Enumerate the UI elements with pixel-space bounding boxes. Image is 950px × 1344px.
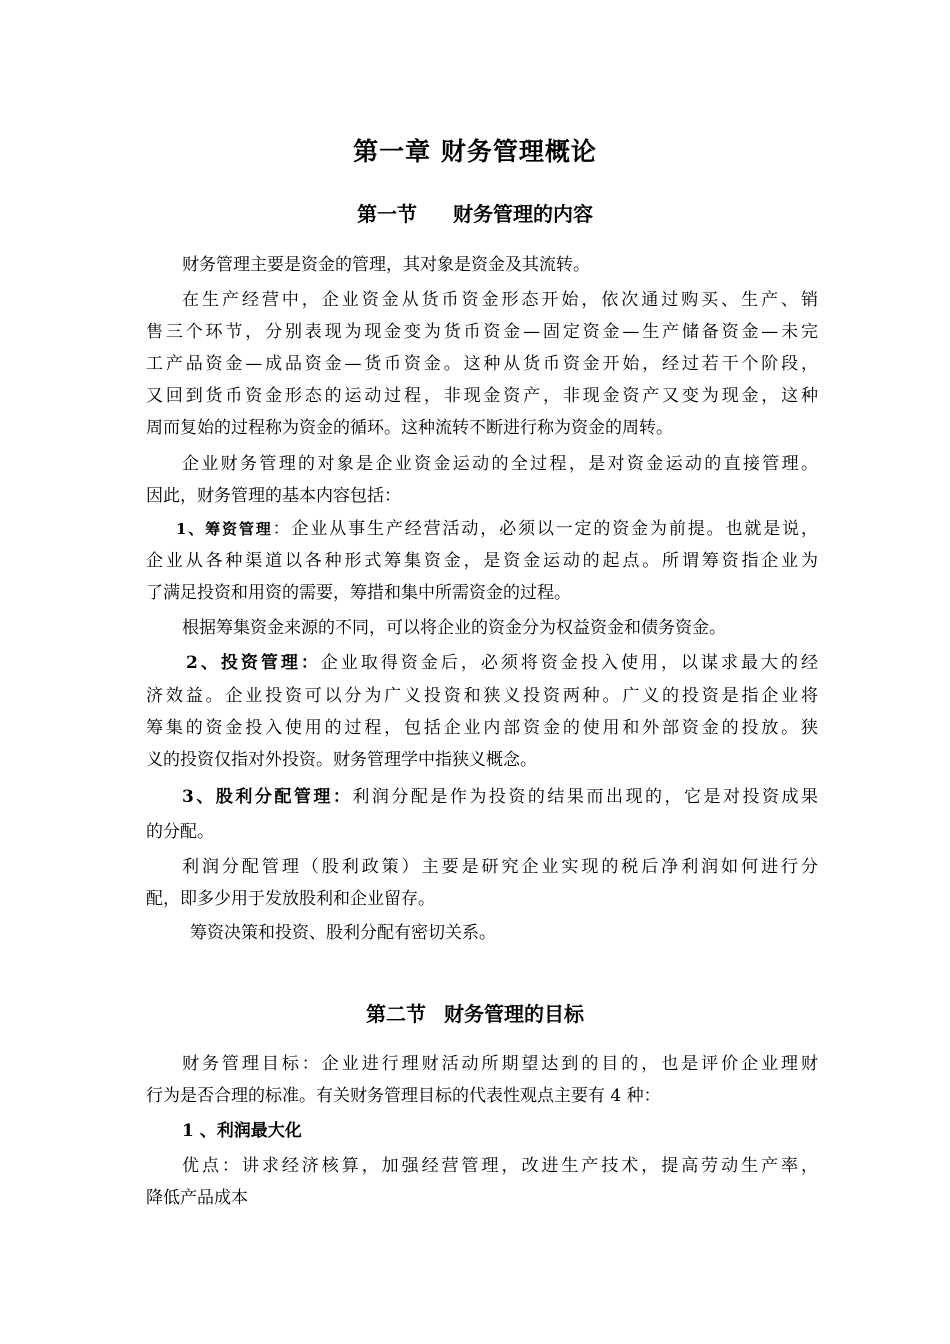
paragraph-line: 行为是否合理的标准。有关财务管理目标的代表性观点主要有 4 种： [146, 1086, 661, 1106]
paragraph-line: 利润分配管理（股利政策）主要是研究企业实现的税后净利润如何进行分 [182, 857, 818, 877]
list-item-3: 3、股利分配管理：利润分配是作为投资的结果而出现的，它是对投资成果 [182, 787, 818, 807]
subheading: 1 、利润最大化 [182, 1121, 302, 1141]
paragraph-line: 了满足投资和用资的需要，筹措和集中所需资金的过程。 [146, 583, 571, 603]
list-item-1-term: 1、筹资管理 [176, 520, 273, 538]
paragraph-line: 周而复始的过程称为资金的循环。这种流转不断进行称为资金的周转。 [146, 418, 673, 438]
paragraph: 根据筹集资金来源的不同，可以将企业的资金分为权益资金和债务资金。 [182, 618, 726, 638]
paragraph-line: 财务管理目标：企业进行理财活动所期望达到的目的，也是评价企业理财 [182, 1054, 818, 1074]
list-item-1: 1、筹资管理：企业从事生产经营活动，必须以一定的资金为前提。也就是说， [176, 519, 818, 539]
chapter-title: 第一章 财务管理概论 [353, 137, 597, 166]
paragraph-line: 优点：讲求经济核算，加强经营管理，改进生产技术，提高劳动生产率， [182, 1156, 818, 1176]
paragraph: 筹资决策和投资、股利分配有密切关系。 [190, 923, 496, 943]
paragraph-line: 工产品资金—成品资金—货币资金。这种从货币资金开始，经过若干个阶段， [146, 354, 818, 374]
list-item-3-term: 3、股利分配管理： [182, 787, 353, 807]
section-1-name: 财务管理的内容 [453, 202, 593, 226]
paragraph-line: 义的投资仅指对外投资。财务管理学中指狭义概念。 [146, 750, 537, 770]
paragraph-line: 配，即多少用于发放股利和企业留存。 [146, 889, 435, 909]
paragraph-line: 济效益。企业投资可以分为广义投资和狭义投资两种。广义的投资是指企业将 [146, 686, 818, 706]
section-2-number: 第二节 [366, 1002, 426, 1026]
section-2-title [0, 997, 950, 1031]
paragraph-line: 的分配。 [146, 822, 214, 842]
paragraph-line: 在生产经营中，企业资金从货币资金形态开始，依次通过购买、生产、销 [182, 290, 818, 310]
paragraph-line: 筹集的资金投入使用的过程，包括企业内部资金的使用和外部资金的投放。狭 [146, 718, 818, 738]
paragraph-line: 因此，财务管理的基本内容包括： [146, 486, 401, 506]
section-1-number: 第一节 [357, 202, 417, 226]
list-item-2: 2、投资管理：企业取得资金后，必须将资金投入使用，以谋求最大的经 [186, 653, 818, 673]
paragraph-line: 降低产品成本 [146, 1188, 248, 1208]
paragraph-line: 售三个环节，分别表现为现金变为货币资金—固定资金—生产储备资金—未完 [146, 322, 818, 342]
paragraph: 财务管理主要是资金的管理，其对象是资金及其流转。 [182, 255, 590, 275]
paragraph-line: 企业从各种渠道以各种形式筹集资金，是资金运动的起点。所谓筹资指企业为 [146, 551, 818, 571]
section-1-title [0, 197, 950, 231]
paragraph-line: 企业财务管理的对象是企业资金运动的全过程，是对资金运动的直接管理。 [182, 454, 818, 474]
list-item-2-term: 2、投资管理： [186, 653, 321, 673]
paragraph-line: 又回到货币资金形态的运动过程，非现金资产，非现金资产又变为现金，这种 [146, 386, 818, 406]
section-2-name: 财务管理的目标 [444, 1002, 584, 1026]
